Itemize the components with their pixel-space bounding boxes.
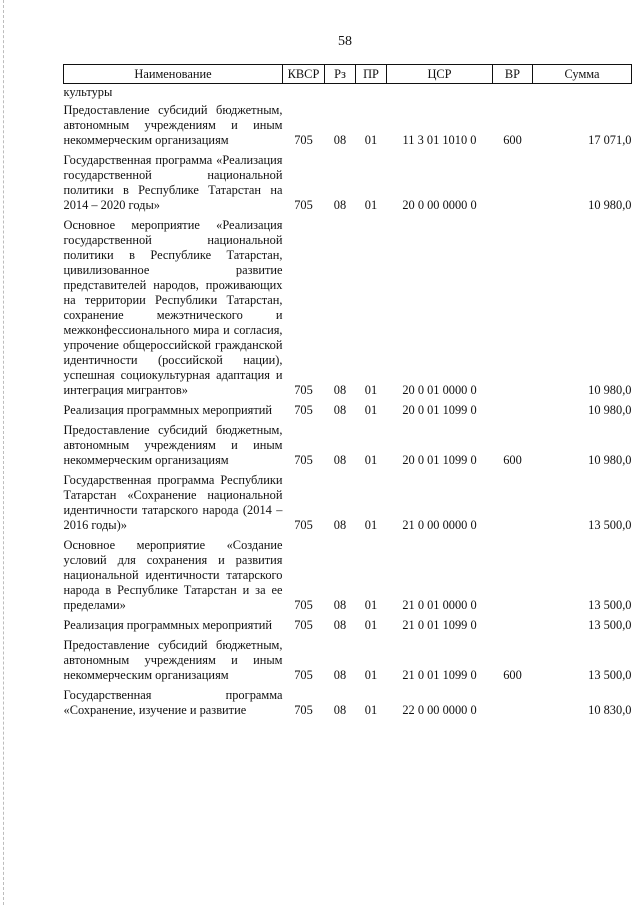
row-name-cell: Предоставление субсидий бюджетным, автономным учреждениям и иным некоммерческим организациям bbox=[63, 103, 283, 147]
row-pr-cell: 01 bbox=[364, 518, 378, 532]
row-name-cell: Реализация программных мероприятий bbox=[63, 403, 273, 417]
row-rz-cell: 08 bbox=[333, 598, 347, 612]
row-kvsr-cell: 705 bbox=[294, 668, 313, 682]
header-name: Наименование bbox=[64, 65, 283, 84]
table-row bbox=[64, 537, 632, 617]
row-name-cell: Государственная программа Республики Татарстан «Сохранение национальной идентичности татарского народа (2014 – 2016 годы)» bbox=[63, 473, 283, 532]
row-csr-cell bbox=[387, 84, 493, 103]
header-sum: Сумма bbox=[533, 65, 632, 84]
header-csr: ЦСР bbox=[387, 65, 493, 84]
row-name-cell: Государственная программа «Реализация государственной национальной политики в Республике Татарстан на 2014 – 2020 годы» bbox=[63, 153, 283, 212]
row-vr-cell bbox=[493, 537, 533, 617]
table-row bbox=[64, 422, 632, 472]
table-row bbox=[64, 84, 632, 103]
row-csr-cell: 21 0 01 0000 0 bbox=[402, 598, 477, 612]
row-pr-cell: 01 bbox=[364, 703, 378, 717]
row-sum-cell: 13 500,0 bbox=[588, 598, 632, 612]
row-sum-cell: 10 980,0 bbox=[588, 403, 632, 417]
row-sum-cell: 13 500,0 bbox=[588, 518, 632, 532]
row-vr-cell bbox=[493, 402, 533, 422]
row-name-cell: Государственная программа «Сохранение, изучение и развитие bbox=[63, 688, 283, 717]
header-vr: ВР bbox=[493, 65, 533, 84]
row-vr-cell bbox=[493, 687, 533, 722]
budget-table bbox=[63, 64, 632, 722]
row-vr-cell bbox=[493, 472, 533, 537]
row-name-cell: Основное мероприятие «Создание условий для сохранения и развития национальной идентичности татарского народа в Республике Татарстан и за ее пределами» bbox=[63, 538, 283, 612]
header-kvsr: КВСР bbox=[283, 65, 325, 84]
row-rz-cell: 08 bbox=[333, 133, 347, 147]
row-pr-cell: 01 bbox=[364, 403, 378, 417]
row-csr-cell: 11 3 01 1010 0 bbox=[402, 133, 477, 147]
table-row bbox=[64, 687, 632, 722]
row-sum-cell: 17 071,0 bbox=[588, 133, 632, 147]
row-kvsr-cell: 705 bbox=[294, 703, 313, 717]
table-row bbox=[64, 102, 632, 152]
row-rz-cell: 08 bbox=[333, 703, 347, 717]
row-sum-cell: 13 500,0 bbox=[588, 668, 632, 682]
row-name-cell: культуры bbox=[63, 85, 113, 99]
page-number: 58 bbox=[338, 34, 352, 49]
row-rz-cell: 08 bbox=[333, 198, 347, 212]
row-sum-cell bbox=[533, 84, 632, 103]
row-vr-cell bbox=[493, 84, 533, 103]
row-kvsr-cell: 705 bbox=[294, 403, 313, 417]
table-row bbox=[64, 217, 632, 402]
header-pr: ПР bbox=[356, 65, 387, 84]
row-pr-cell: 01 bbox=[364, 598, 378, 612]
table-row bbox=[64, 472, 632, 537]
row-kvsr-cell bbox=[283, 84, 325, 103]
row-rz-cell: 08 bbox=[333, 618, 347, 632]
row-vr-cell bbox=[493, 617, 533, 637]
header-rz: Рз bbox=[325, 65, 356, 84]
row-rz-cell bbox=[325, 84, 356, 103]
row-vr-cell: 600 bbox=[503, 453, 522, 467]
row-sum-cell: 10 830,0 bbox=[588, 703, 632, 717]
row-name-cell: Предоставление субсидий бюджетным, автономным учреждениям и иным некоммерческим организациям bbox=[63, 423, 283, 467]
row-kvsr-cell: 705 bbox=[294, 133, 313, 147]
scan-edge-line bbox=[3, 0, 4, 905]
row-csr-cell: 22 0 00 0000 0 bbox=[402, 703, 477, 717]
table-row bbox=[64, 617, 632, 637]
row-kvsr-cell: 705 bbox=[294, 198, 313, 212]
row-pr-cell: 01 bbox=[364, 618, 378, 632]
row-rz-cell: 08 bbox=[333, 453, 347, 467]
row-csr-cell: 21 0 01 1099 0 bbox=[402, 618, 477, 632]
row-rz-cell: 08 bbox=[333, 383, 347, 397]
row-name-cell: Предоставление субсидий бюджетным, автономным учреждениям и иным некоммерческим организациям bbox=[63, 638, 283, 682]
table-row bbox=[64, 402, 632, 422]
row-vr-cell bbox=[493, 217, 533, 402]
row-csr-cell: 20 0 01 0000 0 bbox=[402, 383, 477, 397]
row-vr-cell bbox=[493, 152, 533, 217]
row-rz-cell: 08 bbox=[333, 403, 347, 417]
row-vr-cell: 600 bbox=[503, 133, 522, 147]
row-pr-cell bbox=[356, 84, 387, 103]
row-sum-cell: 13 500,0 bbox=[588, 618, 632, 632]
row-csr-cell: 20 0 00 0000 0 bbox=[402, 198, 477, 212]
row-csr-cell: 21 0 01 1099 0 bbox=[402, 668, 477, 682]
row-pr-cell: 01 bbox=[364, 133, 378, 147]
row-pr-cell: 01 bbox=[364, 198, 378, 212]
row-name-cell: Реализация программных мероприятий bbox=[63, 618, 273, 632]
row-kvsr-cell: 705 bbox=[294, 518, 313, 532]
row-kvsr-cell: 705 bbox=[294, 618, 313, 632]
row-pr-cell: 01 bbox=[364, 453, 378, 467]
row-sum-cell: 10 980,0 bbox=[588, 383, 632, 397]
row-kvsr-cell: 705 bbox=[294, 453, 313, 467]
table-header-row bbox=[64, 65, 632, 84]
table-row bbox=[64, 152, 632, 217]
table-body bbox=[64, 84, 632, 723]
row-rz-cell: 08 bbox=[333, 518, 347, 532]
row-pr-cell: 01 bbox=[364, 668, 378, 682]
row-sum-cell: 10 980,0 bbox=[588, 453, 632, 467]
row-sum-cell: 10 980,0 bbox=[588, 198, 632, 212]
row-kvsr-cell: 705 bbox=[294, 383, 313, 397]
row-name-cell: Основное мероприятие «Реализация государственной национальной политики в Республике Татарстан, цивилизованное развитие представителей народов, проживающих на территории Республики Татарстан, сохранение межэтнического и межконфессионального мира и согласия, упрочение общероссийской гражданской идентичности (российской нации), успешная социокультурная адаптация и интеграция мигрантов» bbox=[63, 218, 283, 397]
row-rz-cell: 08 bbox=[333, 668, 347, 682]
row-csr-cell: 20 0 01 1099 0 bbox=[402, 453, 477, 467]
row-csr-cell: 21 0 00 0000 0 bbox=[402, 518, 477, 532]
row-pr-cell: 01 bbox=[364, 383, 378, 397]
table-row bbox=[64, 637, 632, 687]
row-csr-cell: 20 0 01 1099 0 bbox=[402, 403, 477, 417]
row-vr-cell: 600 bbox=[503, 668, 522, 682]
row-kvsr-cell: 705 bbox=[294, 598, 313, 612]
